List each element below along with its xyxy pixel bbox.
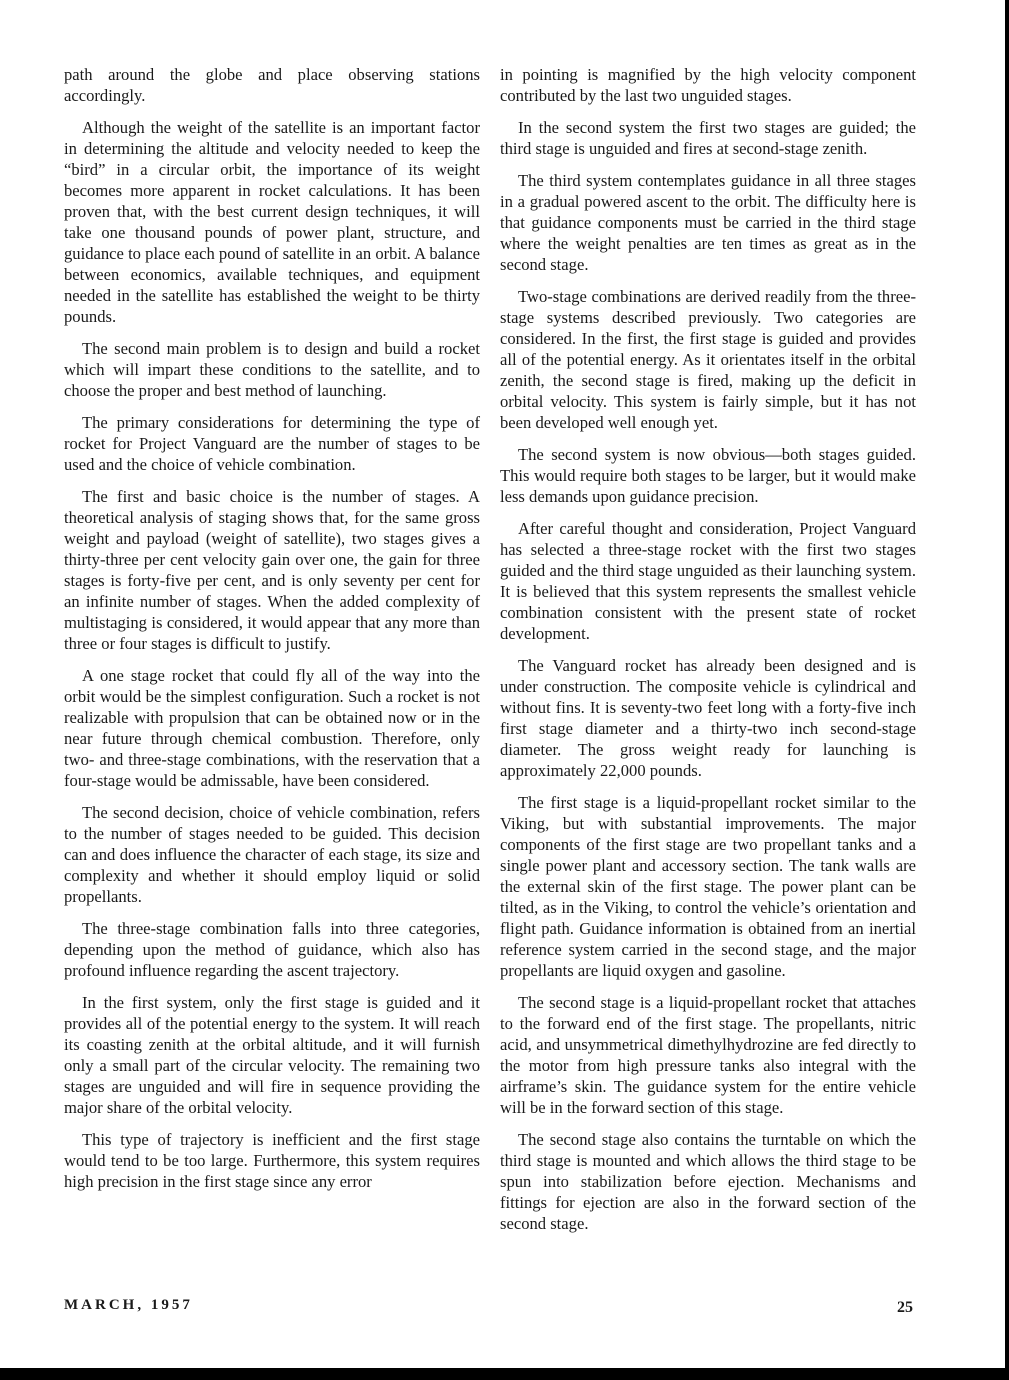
- page-edge-right: [1005, 0, 1009, 1380]
- paragraph: The first and basic choice is the number of stages. A theoretical analysis of staging shows that, for the same gross weight and payload (weight of satellite), two stages gives a thirty-three per cent velocity gain over one, the gain for three stages is forty-five per cent, and is only seventy per cent for an infinite number of stages. When the added complexity of multistaging is considered, it would appear that any more than three or four stages is difficult to justify.: [64, 487, 480, 653]
- paragraph: The Vanguard rocket has already been designed and is under construction. The composite vehicle is cylindrical and without fins. It is seventy-two feet long with a forty-five inch first stage diameter and a thirty-two inch second-stage diameter. The gross weight ready for launching is approximately 22,000 pounds.: [500, 656, 916, 780]
- right-column: [500, 64, 916, 1245]
- paragraph: In the first system, only the first stage is guided and it provides all of the potential energy to the system. It will reach its coasting zenith at the orbital altitude, and it will furnish only a small part of the circular velocity. The remaining two stages are unguided and will fire in sequence providing the major share of the orbital velocity.: [64, 993, 480, 1117]
- paragraph: The second main problem is to design and build a rocket which will impart these conditions to the satellite, and to choose the proper and best method of launching.: [64, 339, 480, 400]
- paragraph: The three-stage combination falls into three categories, depending upon the method of guidance, which also has profound influence regarding the ascent trajectory.: [64, 919, 480, 980]
- page-number: 25: [897, 1299, 913, 1316]
- paragraph: Two-stage combinations are derived readily from the three-stage systems described previously. Two categories are considered. In the first, the first stage is guided and provides all of the potential energy. As it orientates itself in the orbital zenith, the second stage is fired, making up the deficit in orbital velocity. This system is fairly simple, but it has not been developed well enough yet.: [500, 287, 916, 432]
- paragraph: A one stage rocket that could fly all of the way into the orbit would be the simplest configuration. Such a rocket is not realizable with propulsion that can be obtained now or in the near future through chemical combustion. Therefore, only two- and three-stage combinations, with the reservation that a four-stage would be admissable, have been considered.: [64, 666, 480, 790]
- paragraph: The second system is now obvious—both stages guided. This would require both stages to be larger, but it would make less demands upon guidance precision.: [500, 445, 916, 506]
- paragraph: The first stage is a liquid-propellant rocket similar to the Viking, but with substantial improvements. The major components of the first stage are two propellant tanks and a single power plant and accessory section. The tank walls are the external skin of the first stage. The power plant can be tilted, as in the Viking, to control the vehicle’s orientation and flight path. Guidance information is obtained from an inertial reference system carried in the second stage, and the major propellants are liquid oxygen and gasoline.: [500, 793, 916, 980]
- paragraph: The second stage also contains the turntable on which the third stage is mounted and which allows the third stage to be spun into stabilization before ejection. Mechanisms and fittings for ejection are also in the forward section of the second stage.: [500, 1130, 916, 1233]
- footer-date: MARCH, 1957: [64, 1297, 193, 1313]
- paragraph: In the second system the first two stages are guided; the third stage is unguided and fires at second-stage zenith.: [500, 118, 916, 158]
- paragraph: The third system contemplates guidance in all three stages in a gradual powered ascent to the orbit. The difficulty here is that guidance components must be carried in the third stage where the weight penalties are ten times as great as in the second stage.: [500, 171, 916, 274]
- paragraph: After careful thought and consideration, Project Vanguard has selected a three-stage rocket with the first two stages guided and the third stage unguided as their launching system. It is believed that this system represents the smallest vehicle combination consistent with the present state of rocket development.: [500, 519, 916, 643]
- paragraph: The primary considerations for determining the type of rocket for Project Vanguard are the number of stages to be used and the choice of vehicle combination.: [64, 413, 480, 474]
- paragraph: This type of trajectory is inefficient and the first stage would tend to be too large. Furthermore, this system requires high precision in the first stage since any error: [64, 1130, 480, 1191]
- paragraph: in pointing is magnified by the high velocity component contributed by the last two unguided stages.: [500, 65, 916, 105]
- page-edge-bottom: [0, 1368, 1009, 1380]
- paragraph: The second stage is a liquid-propellant rocket that attaches to the forward end of the first stage. The propellants, nitric acid, and unsymmetrical dimethylhydrozine are fed directly to the motor from high pressure tanks also integral with the airframe’s skin. The guidance system for the entire vehicle will be in the forward section of this stage.: [500, 993, 916, 1117]
- paragraph: The second decision, choice of vehicle combination, refers to the number of stages needed to be guided. This decision can and does influence the character of each stage, its size and complexity and whether it should employ liquid or solid propellants.: [64, 803, 480, 906]
- left-column: [64, 64, 480, 1203]
- paragraph: Although the weight of the satellite is an important factor in determining the altitude and velocity needed to keep the “bird” in a circular orbit, the importance of its weight becomes more apparent in rocket calculations. It has been proven that, with the best current design techniques, it will take one thousand pounds of power plant, structure, and guidance to place each pound of satellite in an orbit. A balance between economics, available techniques, and equipment needed in the satellite has established the weight to be thirty pounds.: [64, 118, 480, 326]
- paragraph: path around the globe and place observing stations accordingly.: [64, 65, 480, 105]
